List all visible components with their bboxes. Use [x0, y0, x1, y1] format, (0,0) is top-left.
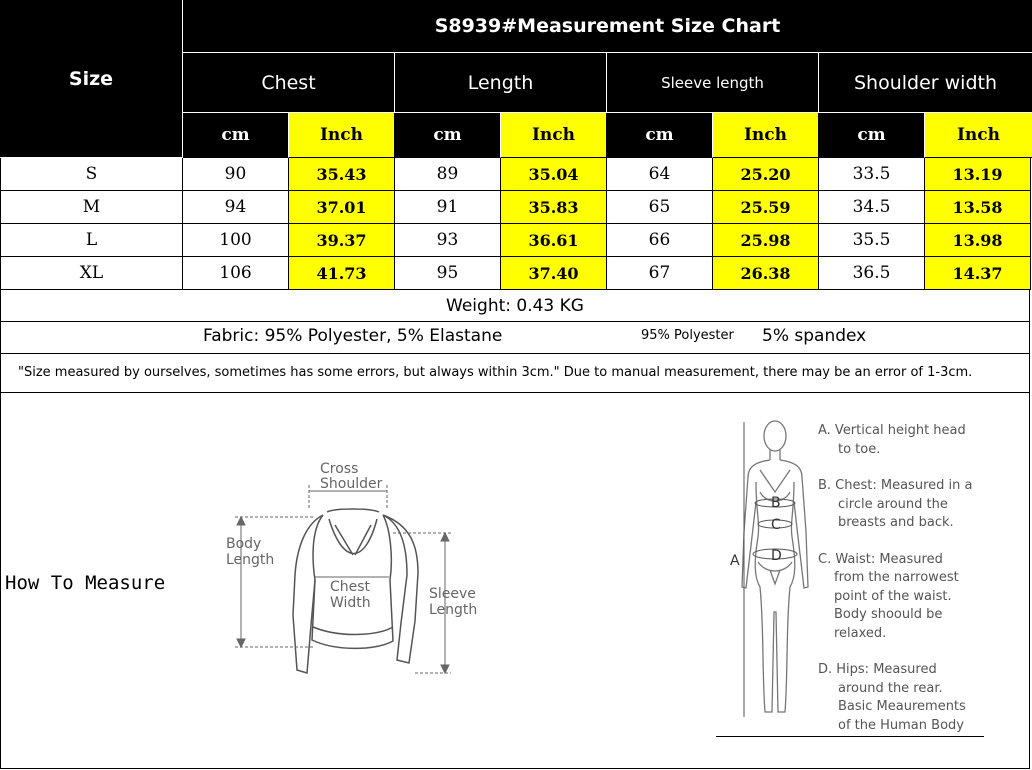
- unit-header-cm: [183, 113, 289, 158]
- garment-diagram: [215, 455, 500, 695]
- cell-value: 66: [648, 230, 671, 250]
- unit-label: cm: [645, 125, 674, 145]
- table-cell-cm: [819, 191, 925, 224]
- cell-value: 67: [648, 263, 671, 283]
- table-cell-inch: [925, 224, 1031, 257]
- size-label: XL: [79, 263, 104, 283]
- fabric-row: [0, 322, 1030, 354]
- legend-d-line-3: Basic Meaurements: [838, 699, 966, 714]
- group-header-label: Shoulder width: [853, 71, 998, 94]
- table-cell-cm: [607, 257, 713, 290]
- table-cell-inch: [713, 191, 819, 224]
- cell-value: 37.40: [528, 263, 579, 283]
- table-cell-cm: [395, 224, 501, 257]
- chest-width-label-2: Width: [330, 595, 371, 611]
- cell-value: 35.04: [528, 164, 579, 184]
- size-label: S: [85, 164, 98, 184]
- legend-c-line-4: Body shoould be: [834, 607, 943, 622]
- cell-value: 39.37: [316, 230, 367, 250]
- table-cell-cm: [183, 224, 289, 257]
- legend-b-line-2: circle around the: [838, 496, 948, 512]
- unit-label: cm: [857, 125, 886, 145]
- table-cell-inch: [925, 191, 1031, 224]
- cell-value: 13.19: [952, 164, 1003, 184]
- group-header-shoulder-width: [819, 53, 1032, 113]
- unit-label: cm: [433, 125, 462, 145]
- body-length-label-1: Body: [226, 536, 262, 552]
- table-cell-inch: [501, 158, 607, 191]
- garment-labels: [226, 461, 477, 618]
- legend-d-line-2: around the rear.: [838, 680, 943, 696]
- cross-shoulder-label-2: Shoulder: [320, 476, 383, 492]
- unit-label: Inch: [531, 125, 576, 145]
- cell-value: 90: [224, 164, 247, 184]
- fabric-text: Fabric: 95% Polyester, 5% Elastane: [203, 326, 503, 346]
- cross-shoulder-label-1: Cross: [320, 461, 359, 477]
- legend-c-line-1: C. Waist: Measured: [818, 551, 943, 567]
- cell-value: 41.73: [316, 263, 367, 283]
- size-label: M: [82, 197, 101, 217]
- table-cell-inch: [501, 257, 607, 290]
- cell-value: 94: [224, 197, 247, 217]
- table-cell-inch: [925, 158, 1031, 191]
- table-cell-inch: [713, 224, 819, 257]
- cell-value: 25.98: [740, 230, 791, 250]
- table-cell-cm: [183, 257, 289, 290]
- unit-header-inch: [925, 113, 1032, 158]
- unit-header-cm: [607, 113, 713, 158]
- size-header: [0, 0, 183, 158]
- table-cell-cm: [395, 191, 501, 224]
- unit-header-inch: [713, 113, 819, 158]
- table-cell-inch: [501, 224, 607, 257]
- legend-a-line-1: A. Vertical height head: [818, 423, 966, 438]
- unit-label: Inch: [743, 125, 788, 145]
- table-cell-cm: [819, 158, 925, 191]
- table-cell-cm: [819, 257, 925, 290]
- cell-value: 13.98: [952, 230, 1003, 250]
- body-length-label-2: Length: [226, 552, 275, 568]
- legend-d-line-4: of the Human Body: [838, 717, 964, 733]
- human-figure-icon: [742, 421, 808, 712]
- table-row-size: [0, 191, 183, 224]
- cell-value: 35.43: [316, 164, 367, 184]
- size-header-label: Size: [68, 67, 114, 90]
- cell-value: 34.5: [852, 197, 891, 217]
- table-cell-inch: [289, 191, 395, 224]
- unit-header-inch: [289, 113, 395, 158]
- cell-value: 35.83: [528, 197, 579, 217]
- body-figure-diagram: [720, 412, 830, 742]
- table-cell-inch: [713, 257, 819, 290]
- weight-row: [0, 290, 1030, 322]
- group-header-chest: [183, 53, 395, 113]
- table-cell-cm: [395, 158, 501, 191]
- cell-value: 36.5: [852, 263, 891, 283]
- cell-value: 26.38: [740, 263, 791, 283]
- group-header-label: Length: [467, 71, 534, 94]
- weight-text: Weight: 0.43 KG: [446, 295, 584, 316]
- legend-c-line-3: point of the waist.: [834, 588, 952, 604]
- legend-c-line-5: relaxed.: [834, 625, 887, 641]
- legend-d-line-1: D. Hips: Measured: [818, 662, 937, 677]
- letter-c-label: C: [771, 517, 781, 533]
- size-label: L: [85, 230, 98, 250]
- unit-header-cm: [819, 113, 925, 158]
- cell-value: 14.37: [952, 263, 1003, 283]
- table-cell-cm: [607, 224, 713, 257]
- cell-value: 33.5: [852, 164, 891, 184]
- table-cell-cm: [819, 224, 925, 257]
- cell-value: 25.59: [740, 197, 791, 217]
- cell-value: 13.58: [952, 197, 1003, 217]
- table-row-size: [0, 224, 183, 257]
- cell-value: 93: [436, 230, 459, 250]
- letter-b-label: B: [771, 495, 781, 511]
- unit-label: cm: [221, 125, 250, 145]
- cell-value: 36.61: [528, 230, 579, 250]
- fabric-polyester-text: 95% Polyester: [641, 328, 734, 343]
- group-header-label: Sleeve length: [661, 73, 764, 92]
- group-header-length: [395, 53, 607, 113]
- fabric-spandex-text: 5% spandex: [762, 326, 867, 346]
- letter-a-label: A: [730, 553, 740, 569]
- table-row-size: [0, 257, 183, 290]
- cell-value: 37.01: [316, 197, 367, 217]
- group-header-sleeve-length: [607, 53, 819, 113]
- cell-value: 35.5: [852, 230, 891, 250]
- unit-header-cm: [395, 113, 501, 158]
- legend-a-line-2: to toe.: [838, 441, 881, 457]
- legend-underline: [716, 736, 984, 737]
- table-cell-cm: [607, 191, 713, 224]
- table-cell-inch: [289, 158, 395, 191]
- table-cell-cm: [183, 158, 289, 191]
- unit-label: Inch: [956, 125, 1001, 145]
- cell-value: 25.20: [740, 164, 791, 184]
- how-to-measure-title: How To Measure: [5, 572, 166, 594]
- chart-title-text: S8939#Measurement Size Chart: [434, 15, 781, 37]
- chart-title: [183, 0, 1032, 53]
- table-cell-inch: [289, 257, 395, 290]
- cell-value: 65: [648, 197, 671, 217]
- table-cell-cm: [183, 191, 289, 224]
- legend-b-line-3: breasts and back.: [838, 515, 954, 530]
- letter-d-label: D: [771, 548, 782, 564]
- cell-value: 106: [219, 263, 252, 283]
- unit-label: Inch: [319, 125, 364, 145]
- unit-header-inch: [501, 113, 607, 158]
- sleeve-length-label-1: Sleeve: [429, 586, 476, 602]
- table-cell-inch: [925, 257, 1031, 290]
- table-cell-cm: [607, 158, 713, 191]
- legend-b-line-1: B. Chest: Measured in a: [818, 478, 973, 493]
- table-row-size: [0, 158, 183, 191]
- table-cell-inch: [713, 158, 819, 191]
- cell-value: 100: [219, 230, 252, 250]
- legend-c-line-2: from the narrowest: [834, 570, 959, 585]
- note-row: [0, 354, 1030, 393]
- group-header-label: Chest: [261, 71, 316, 94]
- measurement-note: "Size measured by ourselves, sometimes has some errors, but always within 3cm." Due to manual measurement, there may be an error of 1-3cm.: [18, 365, 973, 380]
- sleeve-length-label-2: Length: [429, 602, 478, 618]
- cell-value: 64: [648, 164, 671, 184]
- table-cell-inch: [289, 224, 395, 257]
- body-measure-legend: [818, 422, 1018, 735]
- chest-width-label-1: Chest: [330, 579, 371, 595]
- cell-value: 89: [436, 164, 459, 184]
- table-cell-cm: [395, 257, 501, 290]
- table-cell-inch: [501, 191, 607, 224]
- cell-value: 95: [436, 263, 459, 283]
- cell-value: 91: [436, 197, 459, 217]
